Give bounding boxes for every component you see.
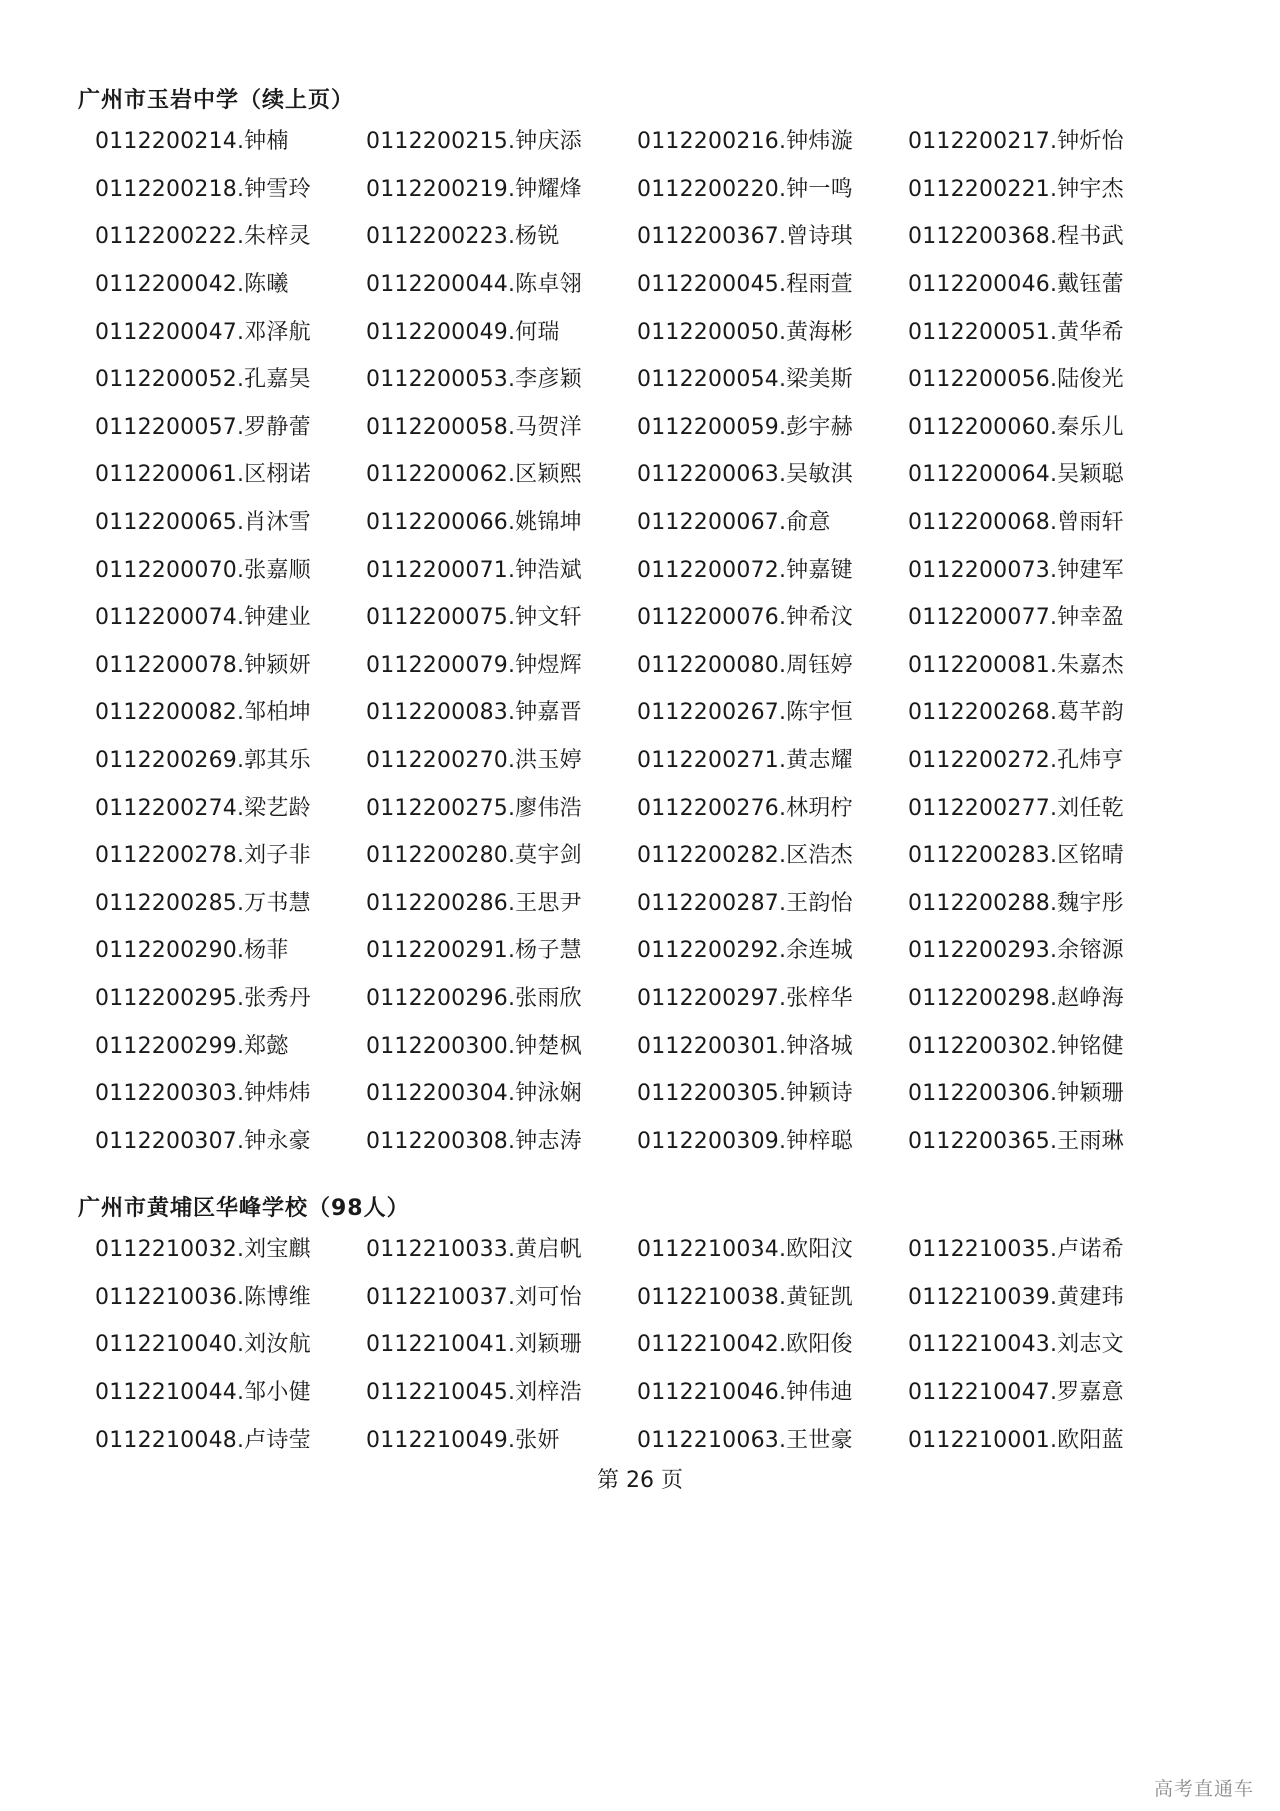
entry-row	[95, 544, 1195, 592]
entry-row	[95, 592, 1195, 640]
student-entry: 0112200290.杨菲	[95, 938, 289, 964]
entry-row	[95, 1367, 1195, 1415]
student-entry: 0112200071.钟浩斌	[366, 557, 582, 583]
entry-row	[95, 354, 1195, 402]
student-entry: 0112200282.区浩杰	[637, 843, 853, 869]
student-entry: 0112200217.钟炘怡	[908, 129, 1124, 155]
student-entry: 0112200053.李彦颖	[366, 367, 582, 393]
student-entry: 0112200309.钟梓聪	[637, 1128, 853, 1154]
student-entry: 0112210044.邹小健	[95, 1380, 311, 1406]
student-entry: 0112200300.钟楚枫	[366, 1033, 582, 1059]
student-entry: 0112210047.罗嘉意	[908, 1380, 1124, 1406]
student-entry: 0112200293.余镕源	[908, 938, 1124, 964]
student-entry: 0112200308.钟志涛	[366, 1128, 582, 1154]
student-entry: 0112200220.钟一鸣	[637, 176, 853, 202]
section-entries-yuyan	[95, 116, 1195, 1163]
student-entry: 0112200283.区铭晴	[908, 843, 1124, 869]
student-entry: 0112210037.刘可怡	[366, 1284, 582, 1310]
student-entry: 0112200044.陈卓翎	[366, 272, 582, 298]
student-entry: 0112200287.王韵怡	[637, 890, 853, 916]
student-entry: 0112200302.钟铭健	[908, 1033, 1124, 1059]
entry-row	[95, 259, 1195, 307]
student-entry: 0112200297.张梓华	[637, 985, 853, 1011]
student-entry: 0112210035.卢诺希	[908, 1237, 1124, 1263]
student-entry: 0112200277.刘任乾	[908, 795, 1124, 821]
student-entry: 0112200288.魏宇彤	[908, 890, 1124, 916]
student-entry: 0112200076.钟希汶	[637, 605, 853, 631]
student-entry: 0112200051.黄华希	[908, 319, 1124, 345]
student-entry: 0112210032.刘宝麒	[95, 1237, 311, 1263]
student-entry: 0112200049.何瑞	[366, 319, 560, 345]
entry-row	[95, 1115, 1195, 1163]
student-entry: 0112210049.张妍	[366, 1427, 560, 1453]
student-entry: 0112210036.陈博维	[95, 1284, 311, 1310]
student-entry: 0112200073.钟建军	[908, 557, 1124, 583]
student-entry: 0112200272.孔炜亨	[908, 748, 1124, 774]
student-entry: 0112200286.王思尹	[366, 890, 582, 916]
student-entry: 0112200083.钟嘉晋	[366, 700, 582, 726]
student-entry: 0112200058.马贺洋	[366, 414, 582, 440]
entry-row	[95, 973, 1195, 1021]
page-number: 第 26 页	[597, 1468, 683, 1493]
section-title-huafeng: 广州市黄埔区华峰学校（98人）	[78, 1196, 410, 1221]
student-entry: 0112200214.钟楠	[95, 129, 289, 155]
student-entry: 0112200285.万书慧	[95, 890, 311, 916]
entry-row	[95, 1272, 1195, 1320]
student-entry: 0112200305.钟颖诗	[637, 1081, 853, 1107]
student-entry: 0112200054.梁美斯	[637, 367, 853, 393]
student-entry: 0112200059.彭宇赫	[637, 414, 853, 440]
student-entry: 0112200269.郭其乐	[95, 748, 311, 774]
student-entry: 0112200280.莫宇剑	[366, 843, 582, 869]
student-entry: 0112210034.欧阳汶	[637, 1237, 853, 1263]
entry-row	[95, 687, 1195, 735]
entry-row	[95, 925, 1195, 973]
student-entry: 0112200303.钟炜炜	[95, 1081, 311, 1107]
entry-row	[95, 640, 1195, 688]
student-entry: 0112200079.钟煜辉	[366, 652, 582, 678]
student-entry: 0112200218.钟雪玲	[95, 176, 311, 202]
student-entry: 0112200046.戴钰蕾	[908, 272, 1124, 298]
student-entry: 0112210045.刘梓浩	[366, 1380, 582, 1406]
student-entry: 0112200268.葛芊韵	[908, 700, 1124, 726]
student-entry: 0112210046.钟伟迪	[637, 1380, 853, 1406]
student-entry: 0112210063.王世豪	[637, 1427, 853, 1453]
student-entry: 0112200276.林玥柠	[637, 795, 853, 821]
student-entry: 0112210001.欧阳蓝	[908, 1427, 1124, 1453]
student-entry: 0112200056.陆俊光	[908, 367, 1124, 393]
entry-row	[95, 1068, 1195, 1116]
student-entry: 0112200082.邹柏坤	[95, 700, 311, 726]
entry-row	[95, 116, 1195, 164]
student-entry: 0112200271.黄志耀	[637, 748, 853, 774]
student-entry: 0112200060.秦乐儿	[908, 414, 1124, 440]
student-entry: 0112200267.陈宇恒	[637, 700, 853, 726]
student-entry: 0112200275.廖伟浩	[366, 795, 582, 821]
student-entry: 0112200070.张嘉顺	[95, 557, 311, 583]
student-entry: 0112200065.肖沐雪	[95, 510, 311, 536]
student-entry: 0112200304.钟泳娴	[366, 1081, 582, 1107]
section-entries-huafeng	[95, 1224, 1195, 1462]
student-entry: 0112200215.钟庆添	[366, 129, 582, 155]
student-entry: 0112200298.赵峥海	[908, 985, 1124, 1011]
student-entry: 0112200078.钟颍妍	[95, 652, 311, 678]
student-entry: 0112200292.余连城	[637, 938, 853, 964]
entry-row	[95, 449, 1195, 497]
section-title-yuyan: 广州市玉岩中学（续上页）	[78, 88, 355, 113]
student-entry: 0112200221.钟宇杰	[908, 176, 1124, 202]
student-entry: 0112210033.黄启帆	[366, 1237, 582, 1263]
student-entry: 0112200062.区颖熙	[366, 462, 582, 488]
student-entry: 0112200219.钟耀烽	[366, 176, 582, 202]
student-entry: 0112200368.程书武	[908, 224, 1124, 250]
entry-row	[95, 878, 1195, 926]
student-entry: 0112200222.朱梓灵	[95, 224, 311, 250]
entry-row	[95, 1020, 1195, 1068]
entry-row	[95, 164, 1195, 212]
student-entry: 0112210038.黄钲凯	[637, 1284, 853, 1310]
entry-row	[95, 1414, 1195, 1462]
student-entry: 0112200068.曾雨轩	[908, 510, 1124, 536]
student-entry: 0112210048.卢诗莹	[95, 1427, 311, 1453]
entry-row	[95, 830, 1195, 878]
student-entry: 0112200057.罗静蕾	[95, 414, 311, 440]
student-entry: 0112200270.洪玉婷	[366, 748, 582, 774]
student-entry: 0112200296.张雨欣	[366, 985, 582, 1011]
student-entry: 0112200072.钟嘉键	[637, 557, 853, 583]
entry-row	[95, 306, 1195, 354]
student-entry: 0112200278.刘子非	[95, 843, 311, 869]
student-entry: 0112200042.陈曦	[95, 272, 289, 298]
student-entry: 0112200274.梁艺龄	[95, 795, 311, 821]
student-entry: 0112200066.姚锦坤	[366, 510, 582, 536]
student-entry: 0112200063.吴敏淇	[637, 462, 853, 488]
student-entry: 0112200077.钟幸盈	[908, 605, 1124, 631]
student-entry: 0112200291.杨子慧	[366, 938, 582, 964]
student-entry: 0112200367.曾诗琪	[637, 224, 853, 250]
student-entry: 0112200365.王雨琳	[908, 1128, 1124, 1154]
entry-row	[95, 782, 1195, 830]
student-entry: 0112200064.吴颖聪	[908, 462, 1124, 488]
entry-row	[95, 735, 1195, 783]
student-entry: 0112200047.邓泽航	[95, 319, 311, 345]
entry-row	[95, 211, 1195, 259]
student-entry: 0112210042.欧阳俊	[637, 1332, 853, 1358]
student-entry: 0112200081.朱嘉杰	[908, 652, 1124, 678]
student-entry: 0112200295.张秀丹	[95, 985, 311, 1011]
entry-row	[95, 402, 1195, 450]
entry-row	[95, 497, 1195, 545]
watermark: 高考直通车	[1153, 1778, 1254, 1800]
student-entry: 0112200080.周钰婷	[637, 652, 853, 678]
student-entry: 0112200307.钟永豪	[95, 1128, 311, 1154]
student-entry: 0112200075.钟文轩	[366, 605, 582, 631]
entry-row	[95, 1319, 1195, 1367]
student-entry: 0112210043.刘志文	[908, 1332, 1124, 1358]
student-entry: 0112200045.程雨萱	[637, 272, 853, 298]
student-entry: 0112200299.郑懿	[95, 1033, 289, 1059]
student-entry: 0112200223.杨锐	[366, 224, 560, 250]
student-entry: 0112200074.钟建业	[95, 605, 311, 631]
entry-row	[95, 1224, 1195, 1272]
student-entry: 0112210039.黄建玮	[908, 1284, 1124, 1310]
student-entry: 0112210041.刘颖珊	[366, 1332, 582, 1358]
student-entry: 0112200050.黄海彬	[637, 319, 853, 345]
student-entry: 0112210040.刘汝航	[95, 1332, 311, 1358]
student-entry: 0112200061.区栩诺	[95, 462, 311, 488]
student-entry: 0112200067.俞意	[637, 510, 831, 536]
student-entry: 0112200052.孔嘉昊	[95, 367, 311, 393]
student-entry: 0112200216.钟炜漩	[637, 129, 853, 155]
student-entry: 0112200306.钟颖珊	[908, 1081, 1124, 1107]
student-entry: 0112200301.钟洛城	[637, 1033, 853, 1059]
